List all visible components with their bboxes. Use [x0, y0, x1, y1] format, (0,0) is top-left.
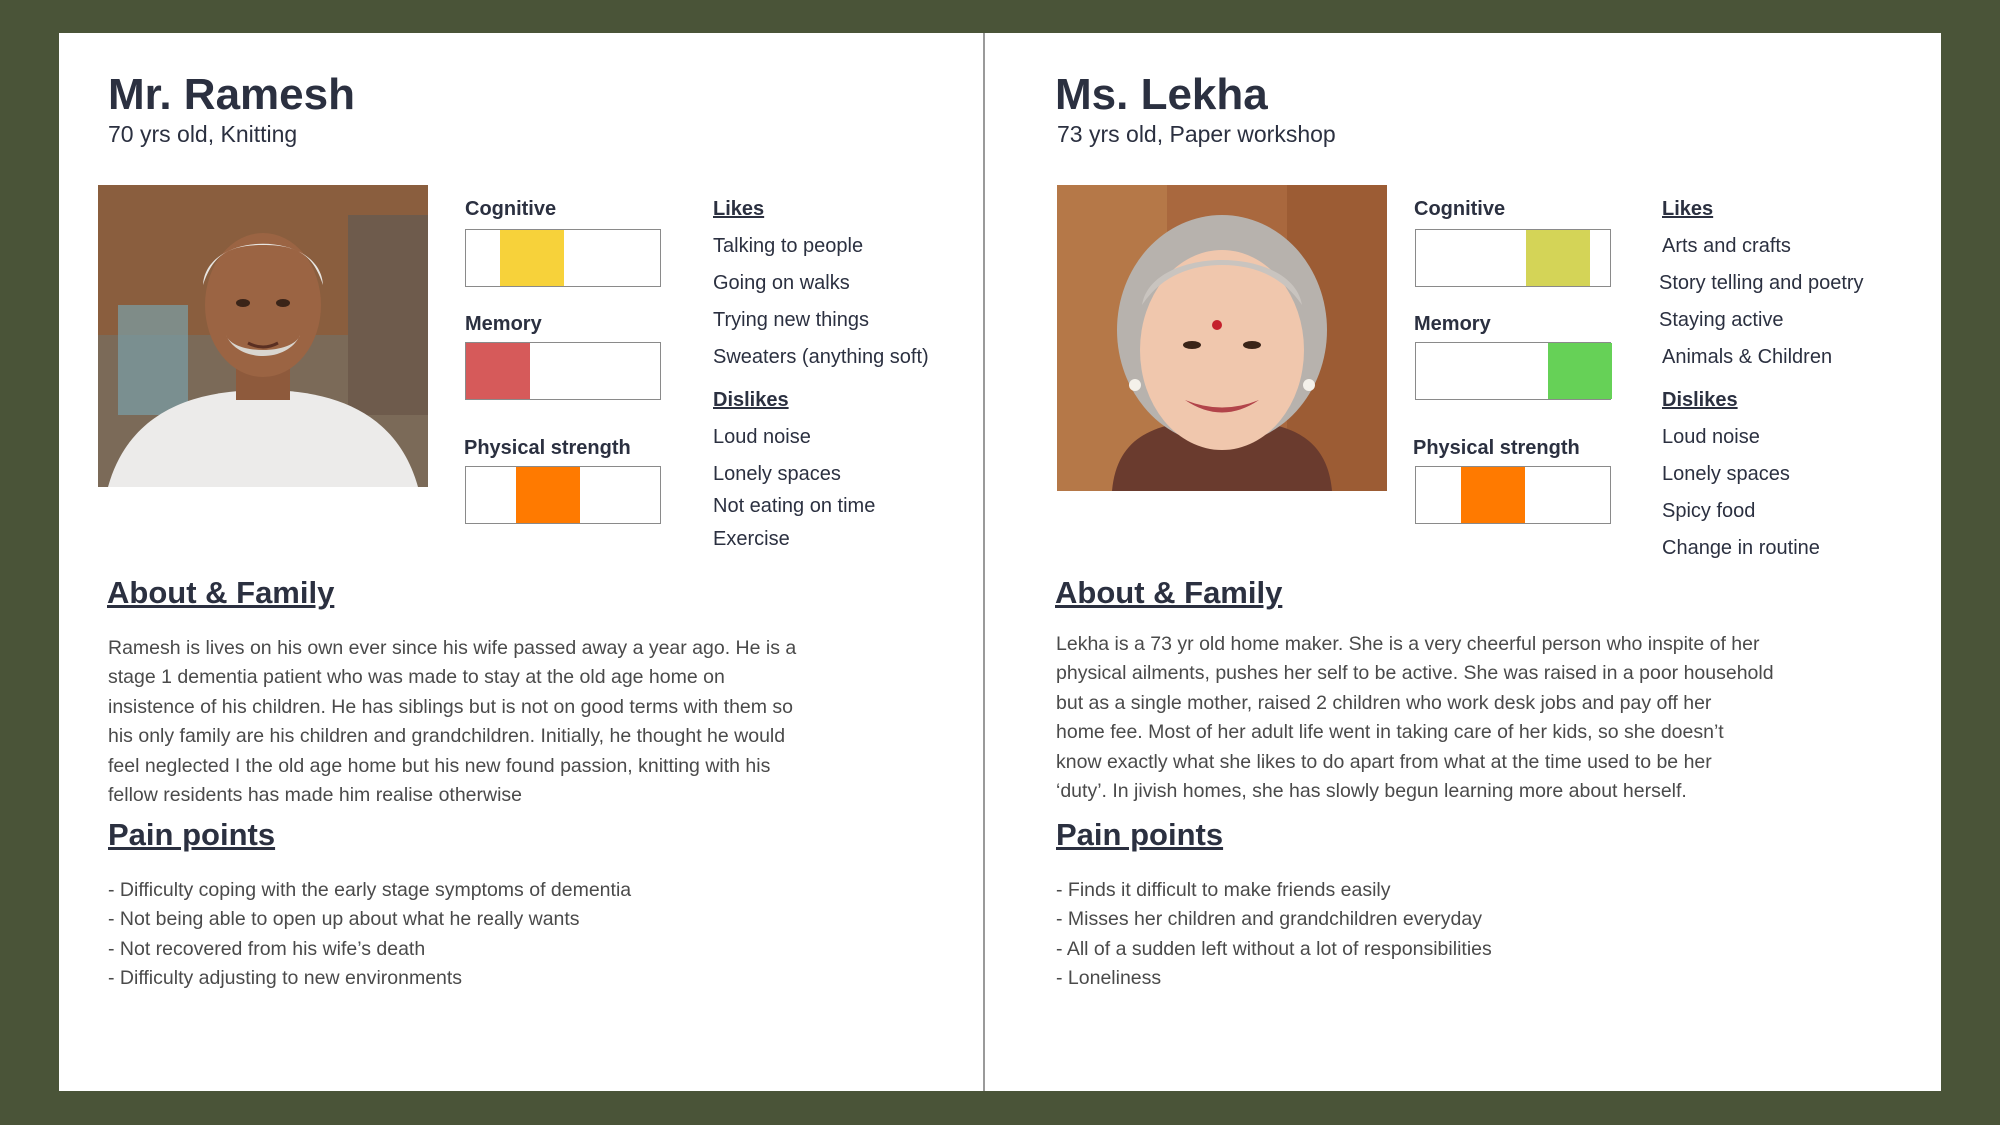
dislike-item: Not eating on time	[713, 495, 876, 517]
about-line: physical ailments, pushes her self to be active. She was raised in a poor household	[1056, 662, 1774, 685]
persona-name: Mr. Ramesh	[108, 70, 355, 119]
about-line: his only family are his children and grandchildren. Initially, he thought he would	[108, 725, 786, 748]
pain-points-heading: Pain points	[108, 817, 276, 852]
physical-strength-bar-fill	[1461, 467, 1525, 523]
about-family-text	[108, 634, 796, 810]
pain-point-item: - Difficulty adjusting to new environments	[108, 967, 463, 990]
dislike-item: Exercise	[713, 528, 790, 550]
about-line: but as a single mother, raised 2 children who work desk jobs and pay off her	[1056, 691, 1712, 714]
pain-point-item: - Misses her children and grandchildren everyday	[1056, 908, 1482, 931]
pain-point-item: - Not being able to open up about what he really wants	[108, 908, 580, 931]
physical-strength-bar	[1415, 466, 1611, 524]
physical-strength-bar-fill	[516, 467, 580, 523]
like-item: Going on walks	[713, 272, 850, 294]
pain-point-item: - Not recovered from his wife’s death	[108, 937, 426, 960]
about-family-text	[1056, 630, 1774, 806]
dislike-item: Loud noise	[713, 426, 811, 448]
cognitive-bar	[1415, 229, 1611, 287]
about-line: fellow residents has made him realise otherwise	[108, 784, 523, 807]
cognitive-bar-fill	[1526, 230, 1590, 286]
persona-panel-ramesh	[59, 33, 983, 1091]
memory-bar-fill	[1548, 343, 1612, 399]
like-item: Trying new things	[713, 309, 869, 331]
dislike-item: Lonely spaces	[1662, 463, 1790, 485]
memory-label: Memory	[465, 313, 542, 335]
like-item: Story telling and poetry	[1659, 272, 1864, 294]
likes-heading: Likes	[713, 198, 765, 220]
dislikes-heading: Dislikes	[713, 389, 789, 411]
like-item: Talking to people	[713, 235, 864, 257]
about-line: Ramesh is lives on his own ever since his wife passed away a year ago. He is a	[108, 637, 797, 659]
about-line: Lekha is a 73 yr old home maker. She is a very cheerful person who inspite of her	[1056, 633, 1760, 655]
dislike-item: Lonely spaces	[713, 463, 841, 485]
persona-photo	[1057, 185, 1387, 491]
dislike-item: Change in routine	[1662, 537, 1820, 559]
persona-sheet	[59, 33, 1941, 1091]
persona-subtitle: 73 yrs old, Paper workshop	[1057, 121, 1336, 147]
about-line: ‘duty’. In jivish homes, she has slowly begun learning more about herself.	[1056, 780, 1687, 803]
like-item: Arts and crafts	[1662, 235, 1791, 257]
physical-strength-bar	[465, 466, 661, 524]
pain-points-heading: Pain points	[1056, 817, 1224, 852]
memory-bar	[465, 342, 661, 400]
about-line: home fee. Most of her adult life went in taking care of her kids, so she doesn’t	[1056, 721, 1724, 744]
dislikes-heading: Dislikes	[1662, 389, 1738, 411]
likes-heading: Likes	[1662, 198, 1714, 220]
memory-label: Memory	[1414, 313, 1491, 335]
pain-point-item: - Finds it difficult to make friends easily	[1056, 879, 1391, 901]
memory-bar-fill	[466, 343, 530, 399]
about-line: know exactly what she likes to do apart from what at the time used to be her	[1056, 750, 1712, 773]
about-family-heading: About & Family	[1055, 575, 1283, 610]
pain-point-item: - All of a sudden left without a lot of responsibilities	[1056, 937, 1492, 960]
elderly-woman-portrait-icon	[1057, 185, 1387, 491]
about-line: insistence of his children. He has siblings but is not on good terms with them so	[108, 695, 794, 718]
persona-name: Ms. Lekha	[1055, 70, 1268, 119]
like-item: Sweaters (anything soft)	[713, 346, 929, 368]
about-line: stage 1 dementia patient who was made to stay at the old age home on	[108, 666, 725, 689]
pain-points-list	[1056, 876, 1492, 994]
dislike-item: Loud noise	[1662, 426, 1760, 448]
cognitive-bar	[465, 229, 661, 287]
physical-strength-label: Physical strength	[1413, 437, 1580, 459]
cognitive-bar-fill	[500, 230, 564, 286]
persona-subtitle: 70 yrs old, Knitting	[108, 121, 298, 147]
about-line: feel neglected I the old age home but his new found passion, knitting with his	[108, 754, 771, 777]
like-item: Staying active	[1659, 309, 1784, 331]
physical-strength-label: Physical strength	[464, 437, 631, 459]
like-item: Animals & Children	[1662, 346, 1833, 368]
cognitive-label: Cognitive	[465, 198, 557, 220]
pain-points-list	[108, 876, 631, 994]
dislike-item: Spicy food	[1662, 500, 1756, 522]
persona-photo	[98, 185, 428, 487]
about-family-heading: About & Family	[107, 575, 335, 610]
pain-point-item: - Difficulty coping with the early stage symptoms of dementia	[108, 879, 632, 901]
persona-panel-lekha	[985, 33, 1941, 1091]
cognitive-label: Cognitive	[1414, 198, 1506, 220]
elderly-man-portrait-icon	[98, 185, 428, 487]
pain-point-item: - Loneliness	[1056, 967, 1162, 990]
memory-bar	[1415, 342, 1611, 400]
